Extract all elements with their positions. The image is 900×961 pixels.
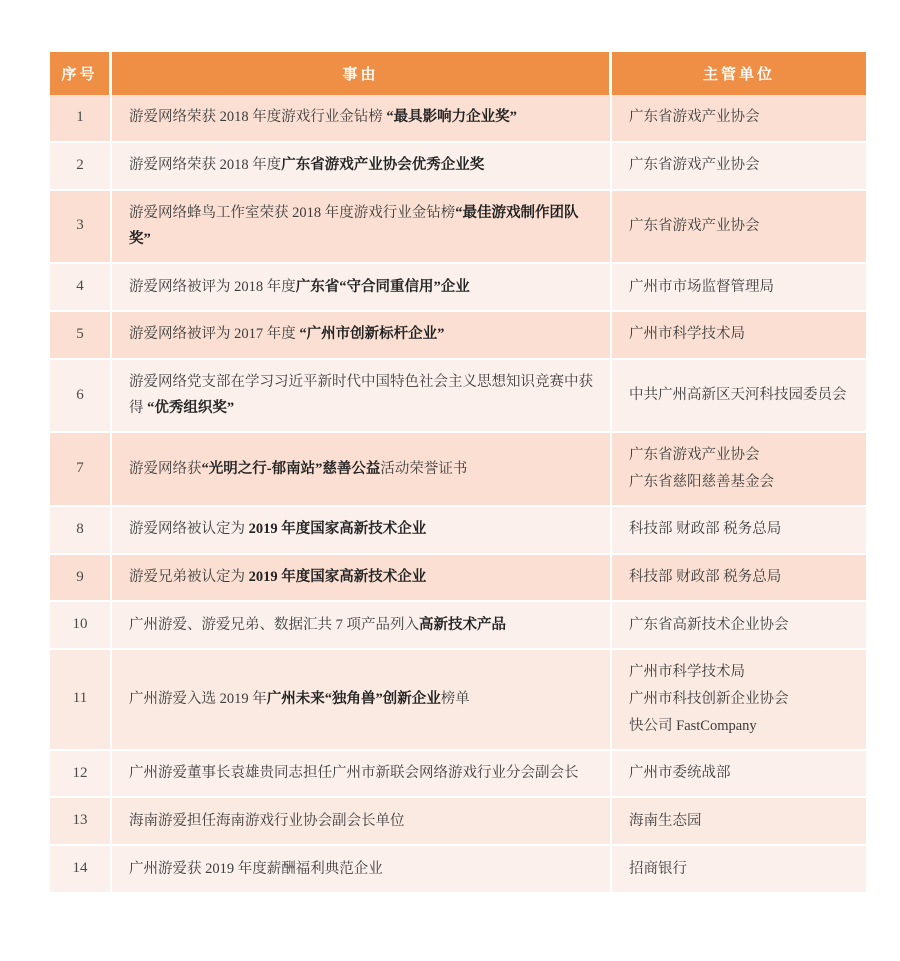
unit-line: 广东省慈阳慈善基金会 bbox=[629, 474, 774, 491]
unit-line: 广州市委统战部 bbox=[629, 765, 731, 782]
reason-text-highlight: 高新技术产品 bbox=[419, 616, 506, 633]
table-body bbox=[50, 95, 866, 894]
cell-index: 13 bbox=[50, 798, 112, 846]
cell-unit bbox=[612, 433, 866, 507]
cell-reason bbox=[112, 798, 612, 846]
column-header-reason: 事由 bbox=[112, 52, 612, 95]
unit-line: 广东省游戏产业协会 bbox=[629, 217, 760, 234]
cell-unit bbox=[612, 191, 866, 265]
column-header-index: 序号 bbox=[50, 52, 112, 95]
table-row bbox=[50, 798, 866, 846]
cell-reason bbox=[112, 650, 612, 750]
unit-line: 广东省高新技术企业协会 bbox=[629, 616, 789, 633]
table-header-row bbox=[50, 52, 866, 95]
cell-index: 8 bbox=[50, 507, 112, 555]
cell-unit bbox=[612, 602, 866, 650]
cell-index: 5 bbox=[50, 312, 112, 360]
table-row bbox=[50, 191, 866, 265]
cell-reason bbox=[112, 602, 612, 650]
cell-unit bbox=[612, 95, 866, 143]
reason-text-leading: 游爱网络荣获 2018 年度 bbox=[129, 157, 282, 174]
cell-index: 14 bbox=[50, 846, 112, 894]
table-row bbox=[50, 433, 866, 507]
reason-text-leading: 游爱网络被认定为 bbox=[129, 521, 249, 538]
table-row bbox=[50, 95, 866, 143]
unit-line: 广东省游戏产业协会 bbox=[629, 109, 760, 126]
table-row bbox=[50, 312, 866, 360]
unit-line: 广州市科学技术局 bbox=[629, 326, 745, 343]
cell-unit bbox=[612, 507, 866, 555]
reason-text-leading: 广州游爱董事长袁雄贵同志担任广州市新联会网络游戏行业分会副会长 bbox=[129, 765, 579, 782]
unit-line: 科技部 财政部 税务总局 bbox=[629, 569, 782, 586]
cell-index: 11 bbox=[50, 650, 112, 750]
cell-unit bbox=[612, 312, 866, 360]
reason-text-highlight: 2019 年度国家高新技术企业 bbox=[248, 521, 427, 538]
cell-index: 1 bbox=[50, 95, 112, 143]
reason-text-leading: 海南游爱担任海南游戏行业协会副会长单位 bbox=[129, 812, 405, 829]
cell-unit bbox=[612, 555, 866, 603]
cell-reason bbox=[112, 312, 612, 360]
unit-line: 快公司 FastCompany bbox=[629, 717, 757, 734]
reason-text-highlight: “广州市创新标杆企业” bbox=[299, 326, 445, 343]
cell-index: 12 bbox=[50, 751, 112, 799]
cell-unit bbox=[612, 360, 866, 434]
unit-line: 招商银行 bbox=[629, 860, 687, 877]
reason-text-highlight: “光明之行-郁南站”慈善公益 bbox=[201, 460, 381, 477]
reason-text-trailing: 活动荣誉证书 bbox=[380, 460, 468, 477]
unit-line: 科技部 财政部 税务总局 bbox=[629, 521, 782, 538]
cell-unit bbox=[612, 846, 866, 894]
reason-text-highlight: 2019 年度国家高新技术企业 bbox=[248, 569, 427, 586]
cell-reason bbox=[112, 143, 612, 191]
cell-unit bbox=[612, 798, 866, 846]
table-row bbox=[50, 360, 866, 434]
reason-text-leading: 游爱网络被评为 2018 年度 bbox=[129, 278, 296, 295]
table-row bbox=[50, 650, 866, 750]
cell-index: 7 bbox=[50, 433, 112, 507]
reason-text-highlight: 广东省游戏产业协会优秀企业奖 bbox=[281, 157, 485, 174]
column-header-unit: 主管单位 bbox=[612, 52, 866, 95]
table-row bbox=[50, 602, 866, 650]
unit-line: 海南生态园 bbox=[629, 812, 702, 829]
reason-text-highlight: “优秀组织奖” bbox=[147, 400, 235, 417]
table-row bbox=[50, 555, 866, 603]
cell-index: 10 bbox=[50, 602, 112, 650]
reason-text-highlight: “最具影响力企业奖” bbox=[386, 109, 517, 126]
cell-reason bbox=[112, 264, 612, 312]
cell-index: 6 bbox=[50, 360, 112, 434]
table-row bbox=[50, 507, 866, 555]
cell-index: 4 bbox=[50, 264, 112, 312]
table-row bbox=[50, 846, 866, 894]
unit-line: 广东省游戏产业协会 bbox=[629, 157, 760, 174]
table-row bbox=[50, 143, 866, 191]
cell-reason bbox=[112, 751, 612, 799]
table-row bbox=[50, 264, 866, 312]
reason-text-leading: 广州游爱、游爱兄弟、数据汇共 7 项产品列入 bbox=[129, 616, 419, 633]
cell-index: 3 bbox=[50, 191, 112, 265]
cell-index: 2 bbox=[50, 143, 112, 191]
cell-unit bbox=[612, 264, 866, 312]
reason-text-leading: 游爱网络被评为 2017 年度 bbox=[129, 326, 300, 343]
table-header bbox=[50, 52, 866, 95]
unit-line: 广州市市场监督管理局 bbox=[629, 278, 774, 295]
cell-reason bbox=[112, 555, 612, 603]
unit-line: 广东省游戏产业协会 bbox=[629, 447, 760, 464]
reason-text-leading: 游爱兄弟被认定为 bbox=[129, 569, 249, 586]
reason-text-leading: 广州游爱入选 2019 年 bbox=[129, 690, 267, 707]
cell-unit bbox=[612, 143, 866, 191]
reason-text-highlight: “最佳游戏制作团队奖” bbox=[129, 204, 579, 248]
reason-text-highlight: 广州未来“独角兽”创新企业 bbox=[266, 690, 441, 707]
unit-line: 中共广州高新区天河科技园委员会 bbox=[629, 387, 847, 404]
reason-text-leading: 游爱网络荣获 2018 年度游戏行业金钻榜 bbox=[129, 109, 387, 126]
unit-line: 广州市科学技术局 bbox=[629, 664, 745, 681]
table-row bbox=[50, 751, 866, 799]
cell-reason bbox=[112, 433, 612, 507]
reason-text-leading: 游爱网络党支部在学习习近平新时代中国特色社会主义思想知识竞赛中获得 bbox=[129, 373, 593, 417]
cell-index: 9 bbox=[50, 555, 112, 603]
cell-reason bbox=[112, 95, 612, 143]
cell-reason bbox=[112, 846, 612, 894]
reason-text-highlight: 广东省“守合同重信用”企业 bbox=[295, 278, 470, 295]
reason-text-leading: 广州游爱获 2019 年度薪酬福利典范企业 bbox=[129, 860, 383, 877]
reason-text-leading: 游爱网络蜂鸟工作室荣获 2018 年度游戏行业金钻榜 bbox=[129, 204, 456, 221]
unit-line: 广州市科技创新企业协会 bbox=[629, 690, 789, 707]
cell-unit bbox=[612, 650, 866, 750]
honor-table bbox=[50, 52, 866, 894]
cell-reason bbox=[112, 360, 612, 434]
reason-text-trailing: 榜单 bbox=[440, 690, 470, 707]
cell-unit bbox=[612, 751, 866, 799]
honor-table-container bbox=[50, 52, 866, 894]
cell-reason bbox=[112, 507, 612, 555]
cell-reason bbox=[112, 191, 612, 265]
reason-text-leading: 游爱网络获 bbox=[129, 460, 202, 477]
